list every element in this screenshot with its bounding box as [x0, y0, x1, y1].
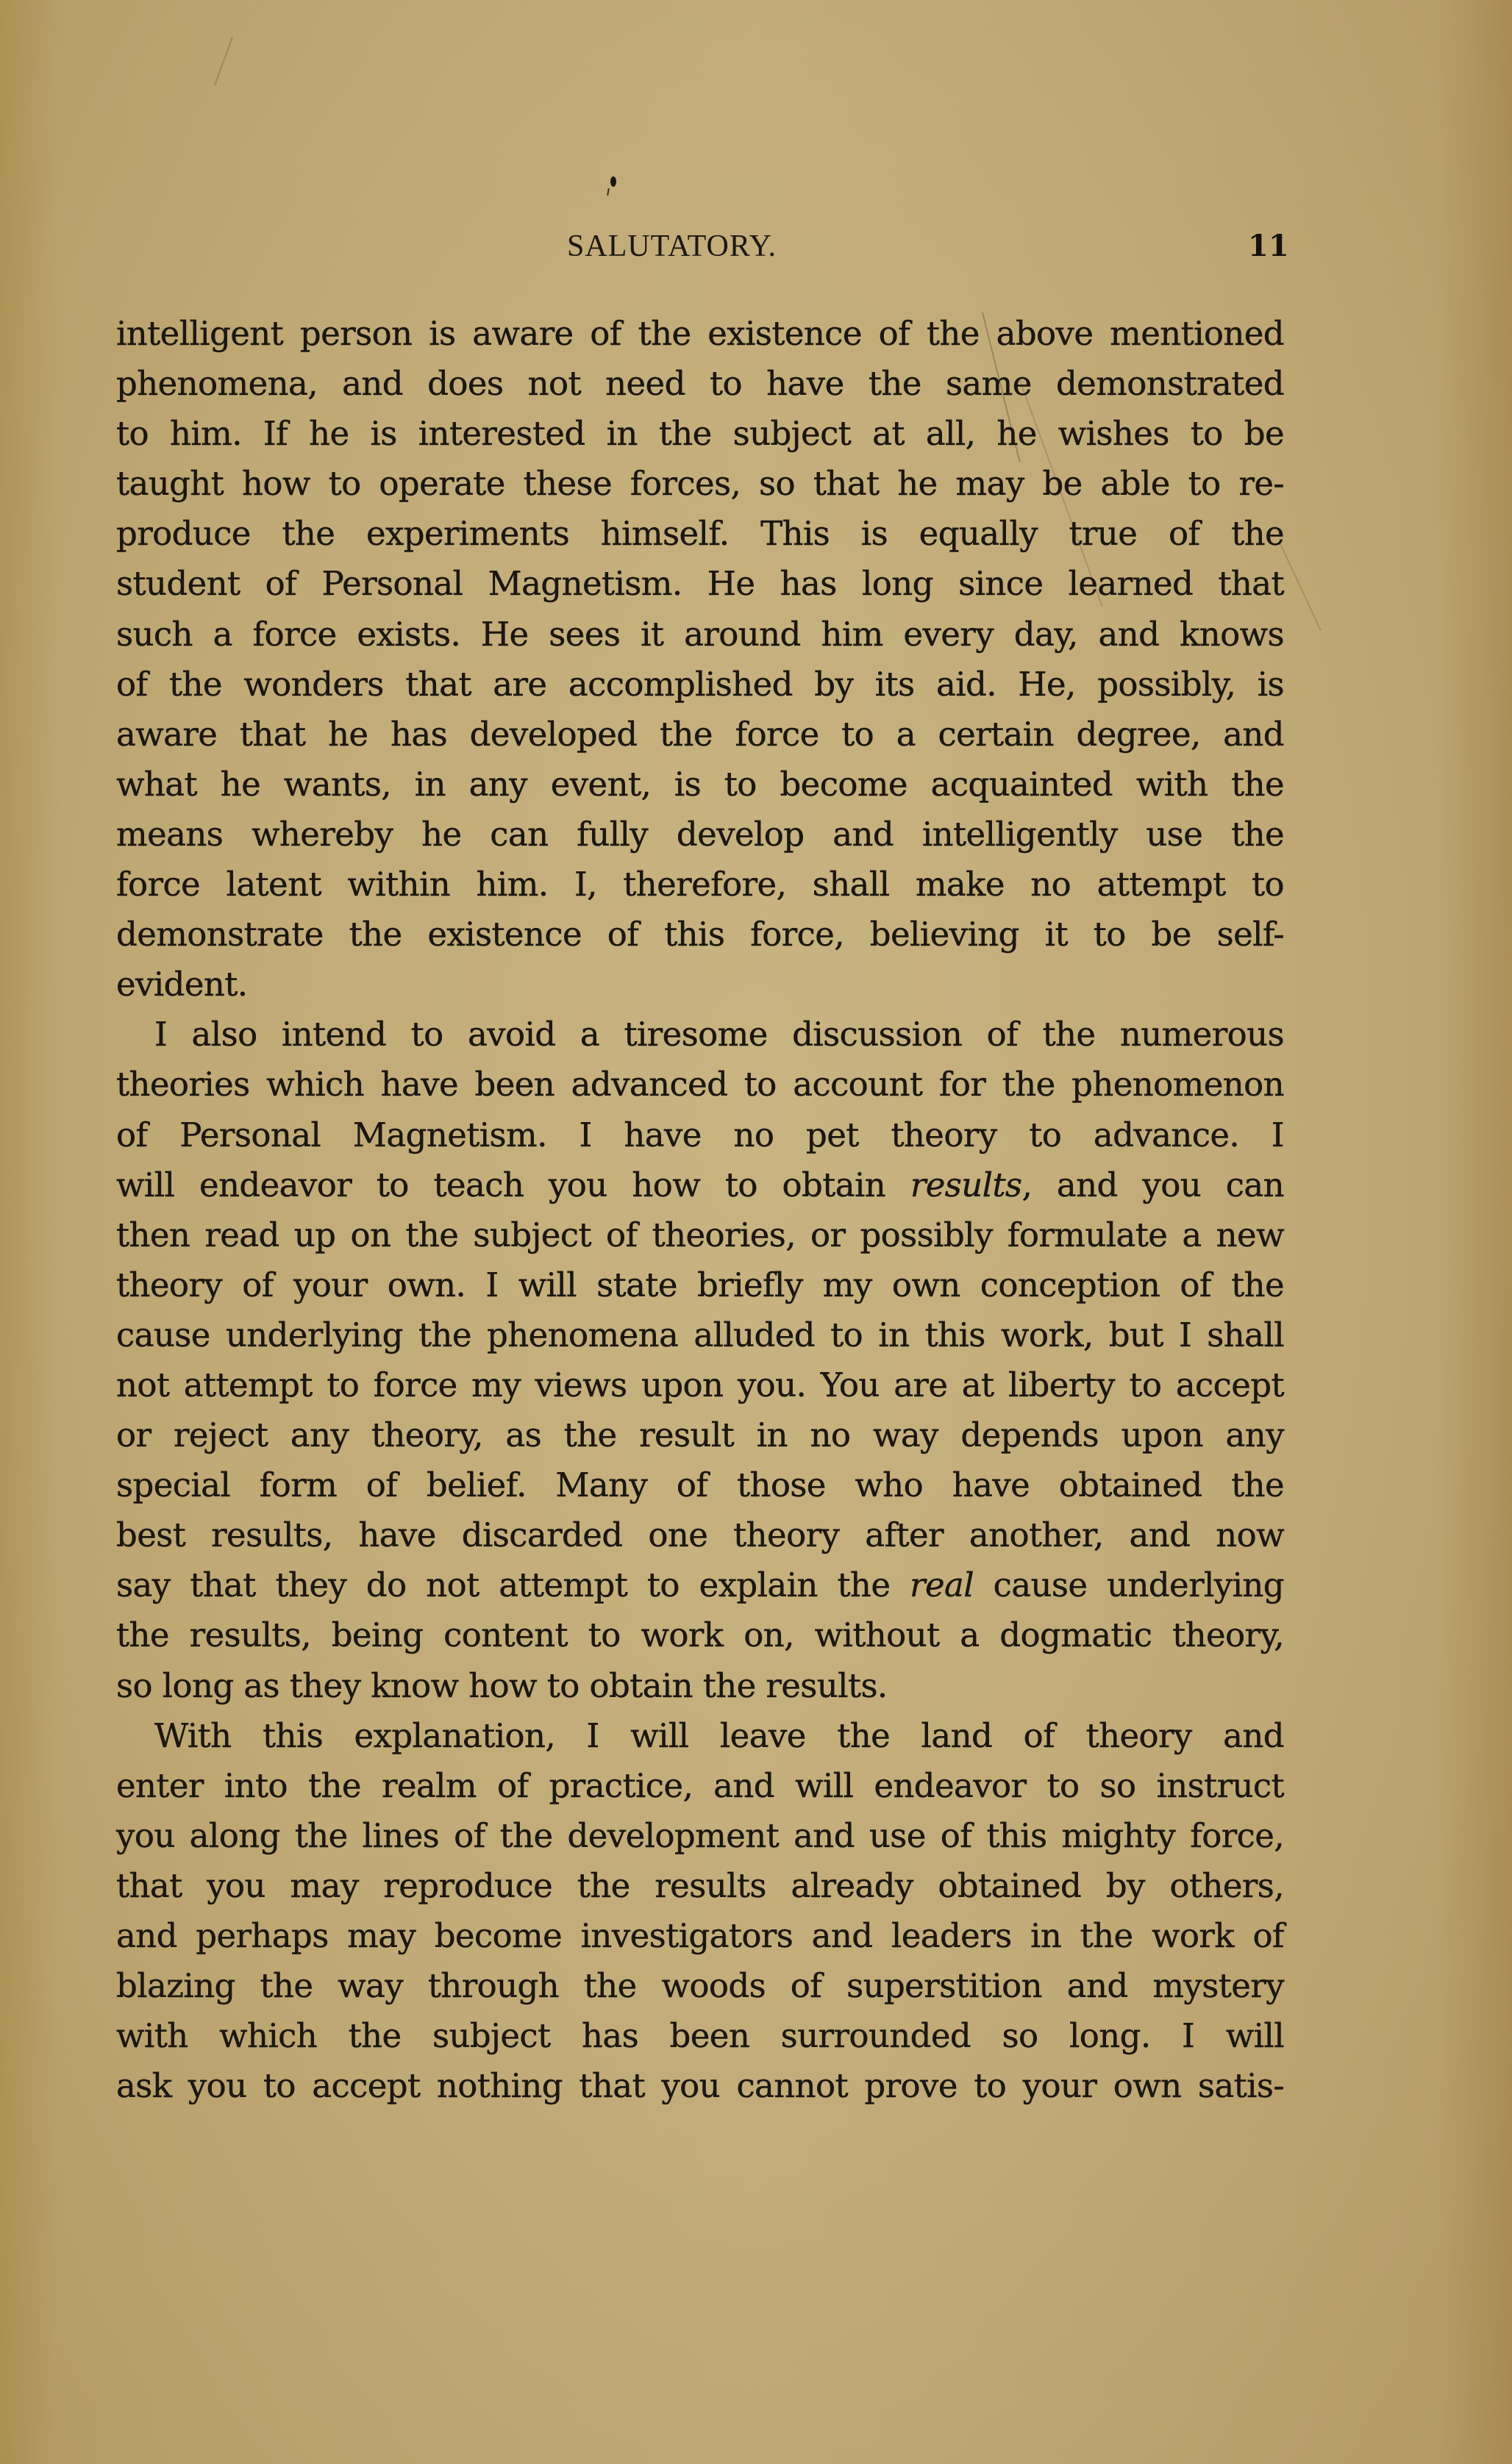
text-line: means whereby he can fully develop and intelligently use the: [116, 814, 1284, 854]
text-line: such a force exists. He sees it around him every day, and knows: [116, 614, 1284, 654]
running-title: SALUTATORY.: [567, 229, 777, 263]
ink-speck-tail: [607, 188, 610, 196]
ink-speck: [610, 176, 616, 187]
text-line: evident.: [116, 965, 248, 1004]
paragraph: [116, 309, 1284, 1010]
text-line: special form of belief. Many of those who have obtained the: [116, 1465, 1284, 1505]
text-line: so long as they know how to obtain the results.: [116, 1665, 888, 1705]
text-line: or reject any theory, as the result in no way depends upon any: [116, 1415, 1284, 1455]
text-line: demonstrate the existence of this force, believing it to be self-: [116, 915, 1284, 954]
page-number: 11: [1248, 229, 1289, 263]
text-line: blazing the way through the woods of superstition and mystery: [116, 1966, 1284, 2006]
text-line: student of Personal Magnetism. He has long since learned that: [116, 564, 1284, 604]
paragraph: [116, 1010, 1284, 1710]
text-line: say that they do not attempt to explain the real cause underlying: [116, 1565, 1284, 1605]
emphasis: results: [910, 1165, 1022, 1204]
text-line: of the wonders that are accomplished by its aid. He, possibly, is: [116, 664, 1284, 704]
paper-scratch: [1280, 543, 1321, 630]
text-line: taught how to operate these forces, so that he may be able to re-: [116, 464, 1284, 504]
paragraph: [116, 1711, 1284, 2112]
text-line: the results, being content to work on, without a dogmatic theory,: [116, 1615, 1284, 1655]
text-line: what he wants, in any event, is to become acquainted with the: [116, 764, 1284, 804]
text-line: with which the subject has been surrounded so long. I will: [116, 2016, 1284, 2056]
text-line: that you may reproduce the results already obtained by others,: [116, 1865, 1284, 1905]
text-line: aware that he has developed the force to a certain degree, and: [116, 714, 1284, 754]
text-line: to him. If he is interested in the subject at all, he wishes to be: [116, 414, 1284, 454]
text-line: ask you to accept nothing that you cannot prove to your own satis-: [116, 2066, 1284, 2106]
text-line: I also intend to avoid a tiresome discussion of the numerous: [154, 1015, 1284, 1054]
text-line: then read up on the subject of theories, or possibly formulate a new: [116, 1215, 1284, 1254]
emphasis: real: [910, 1565, 974, 1605]
text-line: phenomena, and does not need to have the same demonstrated: [116, 364, 1284, 404]
text-line: enter into the realm of practice, and will endeavor to so instruct: [116, 1765, 1284, 1805]
text-line: With this explanation, I will leave the land of theory and: [154, 1715, 1284, 1755]
text-line: will endeavor to teach you how to obtain results, and you can: [116, 1165, 1284, 1204]
text-line: cause underlying the phenomena alluded to in this work, but I shall: [116, 1315, 1284, 1354]
text-line: you along the lines of the development and use of this mighty force,: [116, 1815, 1284, 1855]
text-line: theories which have been advanced to account for the phenomenon: [116, 1065, 1284, 1104]
text-line: force latent within him. I, therefore, shall make no attempt to: [116, 865, 1284, 904]
text-line: and perhaps may become investigators and leaders in the work of: [116, 1916, 1284, 1955]
text-line: produce the experiments himself. This is equally true of the: [116, 514, 1284, 554]
text-line: theory of your own. I will state briefly my own conception of the: [116, 1265, 1284, 1304]
body-text: [116, 309, 1284, 2111]
paper-scratch: [214, 37, 233, 85]
text-line: of Personal Magnetism. I have no pet theory to advance. I: [116, 1115, 1284, 1154]
text-line: not attempt to force my views upon you. You are at liberty to accept: [116, 1365, 1284, 1404]
running-header: [0, 223, 1512, 267]
text-line: intelligent person is aware of the existence of the above mentioned: [116, 314, 1284, 353]
text-line: best results, have discarded one theory after another, and now: [116, 1515, 1284, 1555]
